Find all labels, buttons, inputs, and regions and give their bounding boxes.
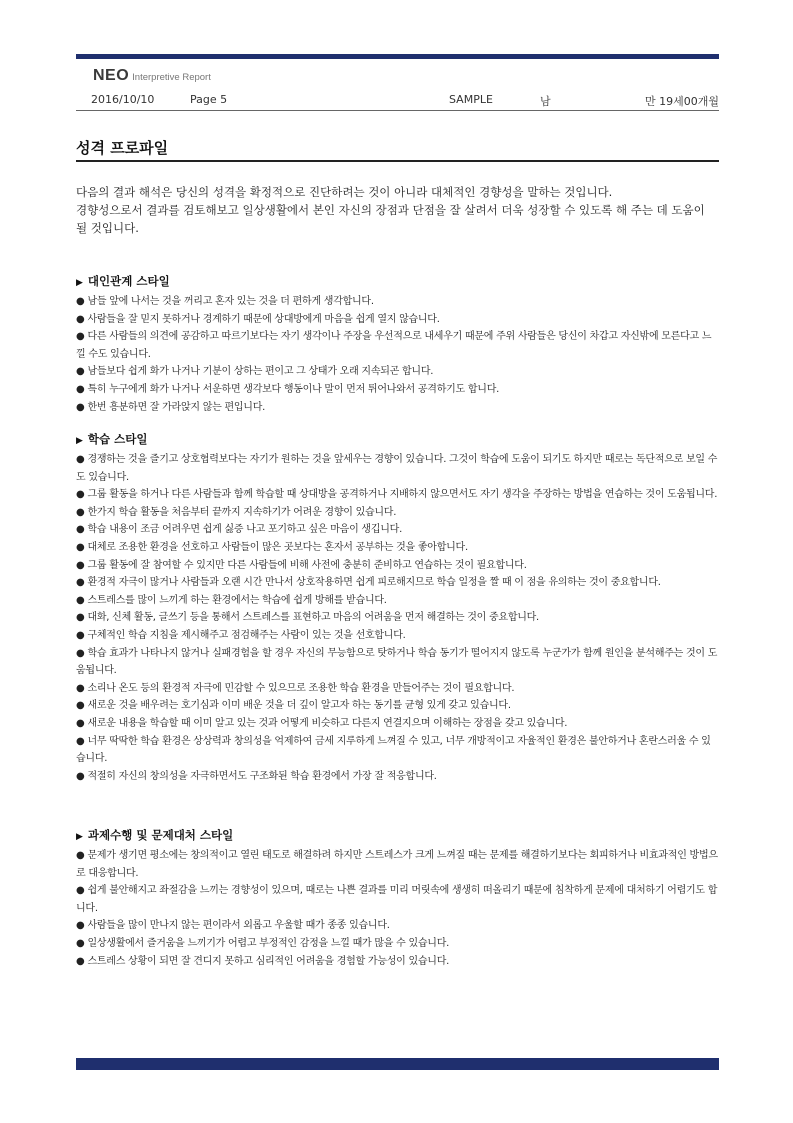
footer-bar bbox=[76, 1058, 719, 1070]
triangle-bullet-icon: ▶ bbox=[76, 278, 83, 288]
brand-name: NEO bbox=[93, 67, 130, 84]
bullet-dot-icon: ● bbox=[76, 313, 85, 325]
bullet-list bbox=[76, 847, 719, 970]
list-item: ● 새로운 내용을 학습할 때 이미 알고 있는 것과 어떻게 비슷하고 다른지 연결지으며 이해하는 장점을 갖고 있습니다. bbox=[76, 717, 568, 729]
list-item: ● 그룹 활동에 잘 참여할 수 있지만 다른 사람들에 비해 사전에 충분히 준비하고 연습하는 것이 필요합니다. bbox=[76, 559, 527, 571]
subsection-title: ▶ 학습 스타일 bbox=[76, 432, 148, 446]
list-item: ● 소리나 온도 등의 환경적 자극에 민감할 수 있으므로 조용한 학습 환경을 만들어주는 것이 필요합니다. bbox=[76, 682, 515, 694]
report-date: 2016/10/10 bbox=[91, 93, 155, 106]
bullet-dot-icon: ● bbox=[76, 366, 85, 378]
intro-line: 다음의 결과 해석은 당신의 성격을 확정적으로 진단하려는 것이 아니라 대체적인 경향성을 말하는 것입니다. bbox=[76, 185, 613, 199]
list-item: ● 스트레스를 많이 느끼게 하는 환경에서는 학습에 쉽게 방해를 받습니다. bbox=[76, 594, 387, 606]
report-brand bbox=[93, 67, 211, 85]
bullet-dot-icon: ● bbox=[76, 937, 85, 949]
bullet-dot-icon: ● bbox=[76, 770, 85, 782]
list-item: ● 일상생활에서 즐거움을 느끼기가 어렵고 부정적인 감정을 느낄 때가 많을 수 있습니다. bbox=[76, 937, 450, 949]
list-item: ● 남들 앞에 나서는 것을 꺼리고 혼자 있는 것을 더 편하게 생각합니다. bbox=[76, 296, 374, 307]
intro-line: 경향성으로서 결과를 검토해보고 일상생활에서 본인 자신의 장점과 단점을 잘 살려서 더욱 성장할 수 있도록 해 주는 데 도움이 될 것입니다. bbox=[76, 203, 705, 235]
bullet-dot-icon: ● bbox=[76, 559, 85, 571]
bullet-dot-icon: ● bbox=[76, 647, 85, 659]
intro-text bbox=[76, 183, 719, 237]
list-item: ● 다른 사람들의 의견에 공감하고 따르기보다는 자기 생각이나 주장을 우선적으로 내세우기 때문에 주위 사람들은 당신이 차갑고 자신밖에 모른다고 느낄 수도 있습니다. bbox=[76, 331, 712, 360]
bullet-dot-icon: ● bbox=[76, 612, 85, 624]
list-item: ● 대체로 조용한 환경을 선호하고 사람들이 많은 곳보다는 혼자서 공부하는 것을 좋아합니다. bbox=[76, 541, 468, 553]
bullet-dot-icon: ● bbox=[76, 682, 85, 694]
subject-gender: 남 bbox=[540, 95, 551, 108]
section-title: 성격 프로파일 bbox=[76, 139, 169, 157]
list-item: ● 그룹 활동을 하거나 다른 사람들과 함께 학습할 때 상대방을 공격하거나 지배하지 않으면서도 자기 생각을 주장하는 방법을 연습하는 것이 도움됩니다. bbox=[76, 489, 718, 501]
list-item: ● 특히 누구에게 화가 나거나 서운하면 생각보다 행동이나 말이 먼저 튀어나와서 공격하기도 합니다. bbox=[76, 383, 500, 395]
bullet-dot-icon: ● bbox=[76, 383, 85, 395]
list-item: ● 한가지 학습 활동을 처음부터 끝까지 지속하기가 어려운 경향이 있습니다. bbox=[76, 506, 397, 518]
list-item: ● 문제가 생기면 평소에는 창의적이고 열린 태도로 해결하려 하지만 스트레스가 크게 느껴질 때는 문제를 해결하기보다는 회피하거나 비효과적인 방법으로 대응합니다. bbox=[76, 850, 718, 879]
bullet-dot-icon: ● bbox=[76, 524, 85, 536]
brand-subtitle: Interpretive Report bbox=[132, 72, 211, 83]
bullet-dot-icon: ● bbox=[76, 850, 85, 861]
list-item: ● 사람들을 많이 만나지 않는 편이라서 외롭고 우울할 때가 종종 있습니다. bbox=[76, 920, 390, 932]
list-item: ● 학습 효과가 나타나지 않거나 실패경험을 할 경우 자신의 무능함으로 탓하거나 학습 동기가 떨어지지 않도록 누군가가 함께 원인을 분석해주는 것이 도움됩니다. bbox=[76, 647, 718, 677]
list-item: ● 대화, 신체 활동, 글쓰기 등을 통해서 스트레스를 표현하고 마음의 어려움을 먼저 해결하는 것이 중요합니다. bbox=[76, 612, 539, 624]
bullet-dot-icon: ● bbox=[76, 594, 85, 606]
bullet-dot-icon: ● bbox=[76, 401, 85, 413]
list-item: ● 쉽게 불안해지고 좌절감을 느끼는 경향성이 있으며, 때로는 나쁜 결과를 미리 머릿속에 생생히 떠올리기 때문에 침착하게 문제에 대처하기 어렵기도 합니다. bbox=[76, 885, 718, 914]
learning-style-section bbox=[76, 430, 719, 785]
subject-name: SAMPLE bbox=[449, 93, 493, 106]
bullet-dot-icon: ● bbox=[76, 454, 85, 465]
bullet-dot-icon: ● bbox=[76, 735, 85, 747]
list-item: ● 남들보다 쉽게 화가 나거나 기분이 상하는 편이고 그 상태가 오래 지속되곤 합니다. bbox=[76, 366, 434, 378]
bullet-dot-icon: ● bbox=[76, 577, 85, 589]
list-item: ● 환경적 자극이 많거나 사람들과 오랜 시간 만나서 상호작용하면 쉽게 피로해지므로 학습 일정을 짤 때 이 점을 유의하는 것이 중요합니다. bbox=[76, 577, 661, 589]
interpersonal-style-section bbox=[76, 272, 719, 416]
triangle-bullet-icon: ▶ bbox=[76, 436, 83, 446]
triangle-bullet-icon: ▶ bbox=[76, 832, 83, 842]
list-item: ● 한번 흥분하면 잘 가라앉지 않는 편입니다. bbox=[76, 401, 266, 413]
bullet-dot-icon: ● bbox=[76, 489, 85, 501]
list-item: ● 스트레스 상황이 되면 잘 견디지 못하고 심리적인 어려움을 경험할 가능성이 있습니다. bbox=[76, 955, 450, 967]
task-coping-style-section bbox=[76, 826, 719, 970]
bullet-dot-icon: ● bbox=[76, 700, 85, 712]
bullet-dot-icon: ● bbox=[76, 629, 85, 641]
bullet-dot-icon: ● bbox=[76, 331, 85, 343]
bullet-dot-icon: ● bbox=[76, 296, 85, 307]
list-item: ● 사람들을 잘 믿지 못하거나 경계하기 때문에 상대방에게 마음을 쉽게 열지 않습니다. bbox=[76, 313, 440, 325]
bullet-dot-icon: ● bbox=[76, 506, 85, 518]
subject-age: 만 19세00개월 bbox=[645, 95, 719, 108]
bullet-dot-icon: ● bbox=[76, 885, 85, 897]
subsection-title: ▶ 과제수행 및 문제대처 스타일 bbox=[76, 828, 234, 842]
list-item: ● 새로운 것을 배우려는 호기심과 이미 배운 것을 더 깊이 알고자 하는 동기를 균형 있게 갖고 있습니다. bbox=[76, 700, 511, 712]
bullet-list bbox=[76, 293, 719, 416]
bullet-dot-icon: ● bbox=[76, 955, 85, 967]
header-divider bbox=[76, 110, 719, 111]
bullet-dot-icon: ● bbox=[76, 920, 85, 932]
list-item: ● 경쟁하는 것을 즐기고 상호협력보다는 자기가 원하는 것을 앞세우는 경향이 있습니다. 그것이 학습에 도움이 되기도 하지만 때로는 독단적으로 보일 수도 있습니다. bbox=[76, 454, 718, 483]
header-top-rule bbox=[76, 54, 719, 59]
list-item: ● 학습 내용이 조금 어려우면 쉽게 싫증 나고 포기하고 싶은 마음이 생깁니다. bbox=[76, 524, 402, 536]
list-item: ● 구체적인 학습 지침을 제시해주고 점검해주는 사람이 있는 것을 선호합니다. bbox=[76, 629, 406, 641]
bullet-dot-icon: ● bbox=[76, 717, 85, 729]
bullet-dot-icon: ● bbox=[76, 541, 85, 553]
subsection-title: ▶ 대인관계 스타일 bbox=[76, 274, 170, 288]
section-title-underline bbox=[76, 160, 719, 162]
page-number: Page 5 bbox=[190, 93, 228, 106]
bullet-list bbox=[76, 451, 719, 785]
list-item: ● 너무 딱딱한 학습 환경은 상상력과 창의성을 억제하여 금세 지루하게 느껴질 수 있고, 너무 개방적이고 자율적인 환경은 불안하거나 혼란스러울 수 있습니다. bbox=[76, 735, 711, 765]
list-item: ● 적절히 자신의 창의성을 자극하면서도 구조화된 학습 환경에서 가장 잘 적응합니다. bbox=[76, 770, 437, 782]
